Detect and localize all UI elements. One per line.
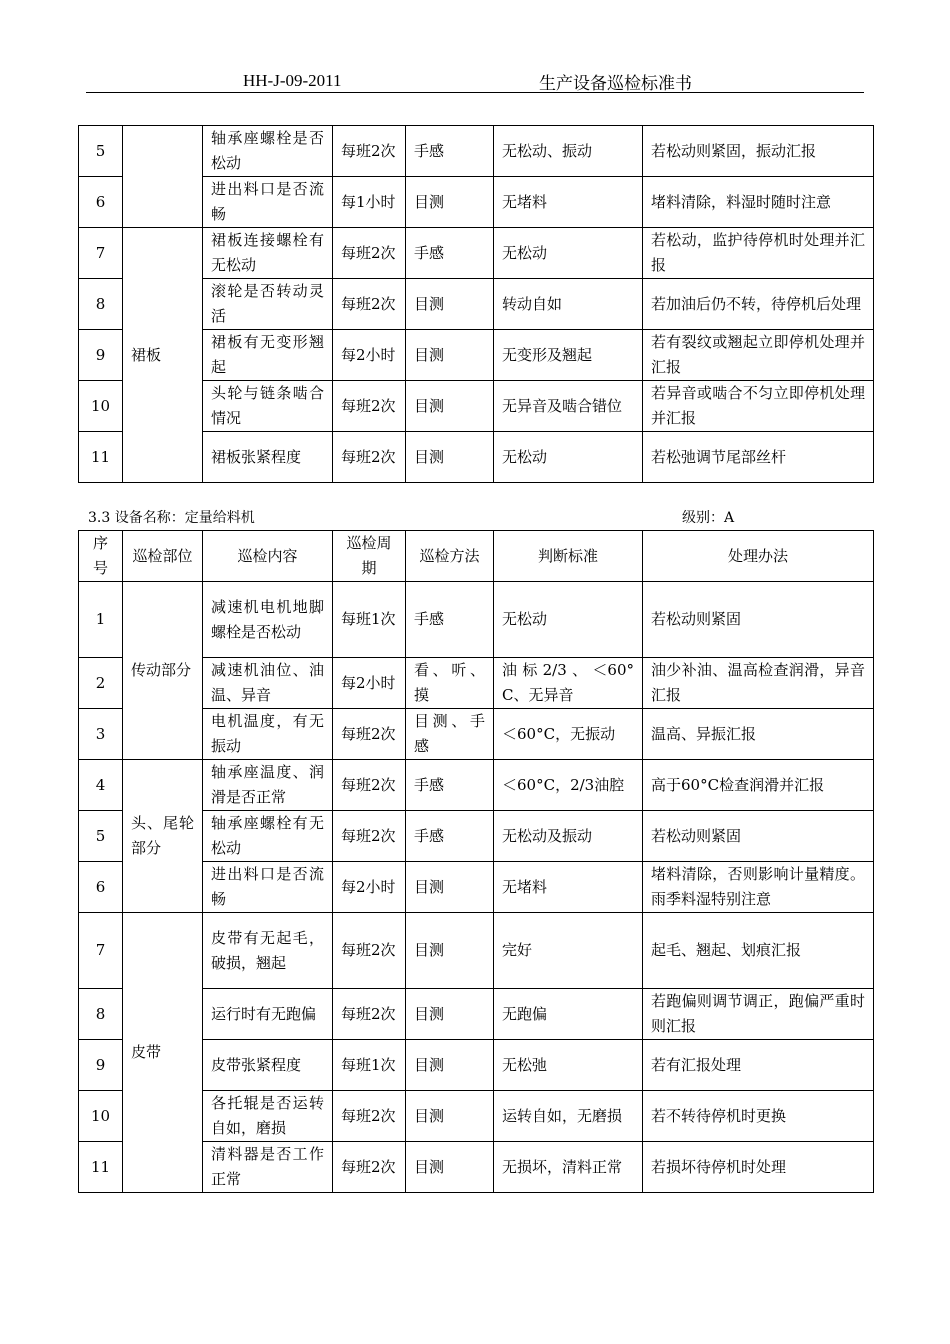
handling-method-cell: 若异音或啮合不匀立即停机处理并汇报 [643,381,874,432]
column-header-part: 巡检部位 [123,531,203,582]
inspection-cycle-cell: 每班2次 [333,1142,406,1193]
inspection-cycle-cell: 每班2次 [333,709,406,760]
inspection-method-cell: 目测 [406,1040,494,1091]
handling-method-cell: 起毛、翘起、划痕汇报 [643,913,874,989]
row-number-cell: 5 [79,811,123,862]
inspection-part-cell: 传动部分 [123,582,203,760]
handling-method-cell: 若有汇报处理 [643,1040,874,1091]
handling-method-cell: 若有裂纹或翘起立即停机处理并汇报 [643,330,874,381]
handling-method-cell: 若加油后仍不转，待停机后处理 [643,279,874,330]
table-row [79,126,874,177]
inspection-method-cell: 目测 [406,1142,494,1193]
column-header-no: 序号 [79,531,123,582]
row-number-cell: 8 [79,989,123,1040]
row-number-cell: 3 [79,709,123,760]
inspection-cycle-cell: 每班2次 [333,989,406,1040]
inspection-cycle-cell: 每班2次 [333,279,406,330]
inspection-method-cell: 目测 [406,177,494,228]
judgement-standard-cell: 油标2/3、＜60°C、无异音 [494,658,643,709]
judgement-standard-cell: 运转自如，无磨损 [494,1091,643,1142]
inspection-part-cell: 头、尾轮部分 [123,760,203,913]
inspection-method-cell: 目测 [406,330,494,381]
handling-method-cell: 温高、异振汇报 [643,709,874,760]
judgement-standard-cell: 无松动及振动 [494,811,643,862]
judgement-standard-cell: 无损坏，清料正常 [494,1142,643,1193]
row-number-cell: 4 [79,760,123,811]
table-row [79,582,874,658]
inspection-content-cell: 裙板连接螺栓有无松动 [203,228,333,279]
judgement-standard-cell: 无松动 [494,432,643,483]
handling-method-cell: 若松动则紧固 [643,582,874,658]
judgement-standard-cell: 无松动、振动 [494,126,643,177]
handling-method-cell: 若跑偏则调节调正，跑偏严重时则汇报 [643,989,874,1040]
inspection-content-cell: 减速机油位、油温、异音 [203,658,333,709]
judgement-standard-cell: 无堵料 [494,862,643,913]
inspection-cycle-cell: 每班2次 [333,1091,406,1142]
column-header-cycle: 巡检周期 [333,531,406,582]
judgement-standard-cell: 无跑偏 [494,989,643,1040]
inspection-method-cell: 看、听、摸 [406,658,494,709]
column-header-standard: 判断标准 [494,531,643,582]
row-number-cell: 11 [79,1142,123,1193]
judgement-standard-cell: 无堵料 [494,177,643,228]
inspection-method-cell: 手感 [406,126,494,177]
handling-method-cell: 油少补油、温高检查润滑，异音汇报 [643,658,874,709]
table-row [79,228,874,279]
inspection-cycle-cell: 每班2次 [333,760,406,811]
inspection-cycle-cell: 每班2次 [333,811,406,862]
inspection-content-cell: 进出料口是否流畅 [203,862,333,913]
column-header-method: 巡检方法 [406,531,494,582]
table-header-row [79,531,874,582]
row-number-cell: 5 [79,126,123,177]
inspection-method-cell: 目测、手感 [406,709,494,760]
inspection-method-cell: 目测 [406,279,494,330]
inspection-content-cell: 裙板有无变形翘起 [203,330,333,381]
row-number-cell: 8 [79,279,123,330]
judgement-standard-cell: 转动自如 [494,279,643,330]
inspection-content-cell: 减速机电机地脚螺栓是否松动 [203,582,333,658]
inspection-method-cell: 目测 [406,862,494,913]
row-number-cell: 6 [79,177,123,228]
inspection-method-cell: 目测 [406,381,494,432]
inspection-table-feeder [78,530,874,1193]
inspection-cycle-cell: 每班2次 [333,432,406,483]
inspection-method-cell: 手感 [406,811,494,862]
document-title: 生产设备巡检标准书 [539,74,692,94]
section-level: 级别：A [682,510,735,526]
handling-method-cell: 高于60°C检查润滑并汇报 [643,760,874,811]
inspection-table-continued [78,125,874,483]
inspection-cycle-cell: 每班1次 [333,582,406,658]
judgement-standard-cell: 完好 [494,913,643,989]
inspection-content-cell: 清料器是否工作正常 [203,1142,333,1193]
row-number-cell: 10 [79,381,123,432]
inspection-method-cell: 手感 [406,760,494,811]
inspection-method-cell: 手感 [406,228,494,279]
inspection-content-cell: 皮带有无起毛，破损，翘起 [203,913,333,989]
row-number-cell: 6 [79,862,123,913]
handling-method-cell: 若松动则紧固，振动汇报 [643,126,874,177]
inspection-cycle-cell: 每2小时 [333,330,406,381]
inspection-content-cell: 进出料口是否流畅 [203,177,333,228]
inspection-method-cell: 手感 [406,582,494,658]
table-row [79,913,874,989]
judgement-standard-cell: ＜60°C，无振动 [494,709,643,760]
judgement-standard-cell: ＜60°C，2/3油腔 [494,760,643,811]
inspection-content-cell: 各托辊是否运转自如，磨损 [203,1091,333,1142]
judgement-standard-cell: 无松弛 [494,1040,643,1091]
handling-method-cell: 若松弛调节尾部丝杆 [643,432,874,483]
inspection-cycle-cell: 每班2次 [333,913,406,989]
judgement-standard-cell: 无异音及啮合错位 [494,381,643,432]
judgement-standard-cell: 无松动 [494,582,643,658]
header-rule [86,92,864,93]
inspection-part-cell: 裙板 [123,228,203,483]
inspection-part-cell [123,126,203,228]
handling-method-cell: 若损坏待停机时处理 [643,1142,874,1193]
inspection-content-cell: 皮带张紧程度 [203,1040,333,1091]
column-header-content: 巡检内容 [203,531,333,582]
inspection-content-cell: 轴承座螺栓有无松动 [203,811,333,862]
row-number-cell: 2 [79,658,123,709]
inspection-cycle-cell: 每班1次 [333,1040,406,1091]
table-row [79,760,874,811]
column-header-action: 处理办法 [643,531,874,582]
handling-method-cell: 若松动，监护待停机时处理并汇报 [643,228,874,279]
row-number-cell: 1 [79,582,123,658]
handling-method-cell: 若不转待停机时更换 [643,1091,874,1142]
inspection-method-cell: 目测 [406,989,494,1040]
document-code: HH-J-09-2011 [243,71,342,90]
inspection-method-cell: 目测 [406,432,494,483]
inspection-content-cell: 头轮与链条啮合情况 [203,381,333,432]
inspection-content-cell: 滚轮是否转动灵活 [203,279,333,330]
inspection-cycle-cell: 每2小时 [333,658,406,709]
row-number-cell: 9 [79,330,123,381]
inspection-content-cell: 运行时有无跑偏 [203,989,333,1040]
inspection-cycle-cell: 每班2次 [333,228,406,279]
handling-method-cell: 若松动则紧固 [643,811,874,862]
inspection-method-cell: 目测 [406,913,494,989]
section-title: 3.3 设备名称：定量给料机 [88,510,255,526]
inspection-cycle-cell: 每班2次 [333,126,406,177]
judgement-standard-cell: 无变形及翘起 [494,330,643,381]
row-number-cell: 7 [79,913,123,989]
handling-method-cell: 堵料清除，料湿时随时注意 [643,177,874,228]
row-number-cell: 10 [79,1091,123,1142]
inspection-cycle-cell: 每2小时 [333,862,406,913]
row-number-cell: 7 [79,228,123,279]
inspection-content-cell: 电机温度，有无振动 [203,709,333,760]
inspection-content-cell: 轴承座螺栓是否松动 [203,126,333,177]
inspection-method-cell: 目测 [406,1091,494,1142]
row-number-cell: 9 [79,1040,123,1091]
judgement-standard-cell: 无松动 [494,228,643,279]
inspection-part-cell: 皮带 [123,913,203,1193]
inspection-cycle-cell: 每班2次 [333,381,406,432]
inspection-content-cell: 裙板张紧程度 [203,432,333,483]
inspection-cycle-cell: 每1小时 [333,177,406,228]
handling-method-cell: 堵料清除，否则影响计量精度。雨季料湿特别注意 [643,862,874,913]
inspection-content-cell: 轴承座温度、润滑是否正常 [203,760,333,811]
row-number-cell: 11 [79,432,123,483]
